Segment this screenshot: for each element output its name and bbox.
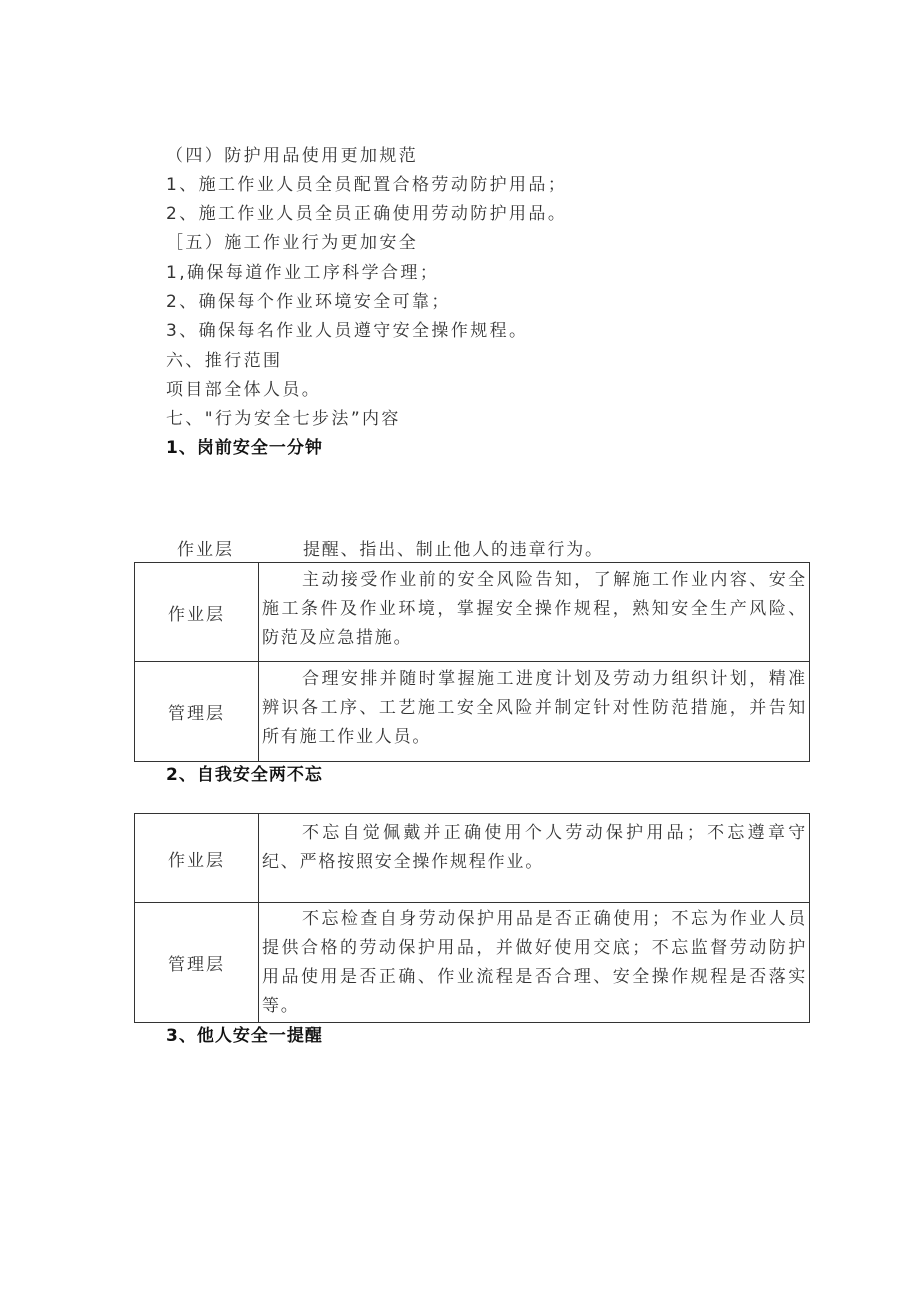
- row-content: 不忘检查自身劳动保护用品是否正确使用；不忘为作业人员提供合格的劳动保护用品，并做好使用交底；不忘监督劳动防护用品使用是否正确、作业流程是否合理、安全操作规程是否落实等。: [262, 909, 807, 1016]
- section-3-heading: 3、他人安全一提醒: [166, 1026, 323, 1046]
- intro-line-7: 3、确保每名作业人员遵守安全操作规程。: [166, 321, 529, 341]
- loose-row-label: 作业层: [177, 540, 234, 560]
- intro-line-5: 1,确保每道作业工序科学合理；: [166, 263, 440, 283]
- section-2-heading: 2、自我安全两不忘: [166, 765, 323, 785]
- row-content: 主动接受作业前的安全风险告知，了解施工作业内容、安全施工条件及作业环境，掌握安全操作规程，熟知安全生产风险、防范及应急措施。: [262, 570, 807, 648]
- intro-line-6: 2、确保每个作业环境安全可靠；: [166, 292, 451, 312]
- row-label: 作业层: [135, 563, 259, 661]
- intro-line-8: 六、推行范围: [166, 351, 283, 371]
- row-label: 作业层: [135, 814, 259, 902]
- intro-line-9: 项目部全体人员。: [166, 380, 322, 400]
- table-row: [135, 814, 809, 903]
- row-content: 不忘自觉佩戴并正确使用个人劳动保护用品；不忘遵章守纪、严格按照安全操作规程作业。: [262, 823, 807, 872]
- row-label: 管理层: [135, 903, 259, 1022]
- loose-row-text: 提醒、指出、制止他人的违章行为。: [303, 540, 604, 560]
- section-1-heading: 1、岗前安全一分钟: [166, 438, 323, 458]
- intro-line-4: ［五）施工作业行为更加安全: [166, 233, 419, 253]
- table-row: [135, 563, 809, 662]
- section-2-table: [134, 813, 810, 1023]
- intro-line-1: （四）防护用品使用更加规范: [166, 146, 419, 166]
- row-label: 管理层: [135, 662, 259, 761]
- table-row: [135, 662, 809, 761]
- intro-line-2: 1、施工作业人员全员配置合格劳动防护用品；: [166, 175, 568, 195]
- section-1-table: [134, 562, 810, 762]
- table-row: [135, 903, 809, 1022]
- intro-line-3: 2、施工作业人员全员正确使用劳动防护用品。: [166, 204, 568, 224]
- row-content: 合理安排并随时掌握施工进度计划及劳动力组织计划，精准辨识各工序、工艺施工安全风险并制定针对性防范措施，并告知所有施工作业人员。: [262, 669, 807, 747]
- intro-line-10: 七、"行为安全七步法”内容: [166, 409, 401, 429]
